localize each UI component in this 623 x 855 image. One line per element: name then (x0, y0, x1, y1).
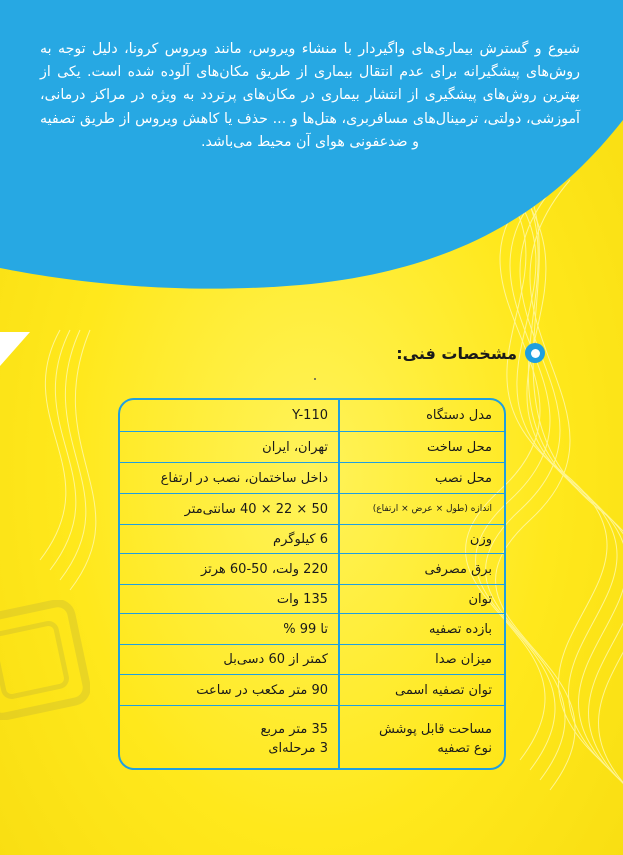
heading-bullet-icon (525, 343, 545, 363)
specs-section-heading (396, 343, 545, 363)
spec-label: محل ساخت (427, 439, 492, 455)
table-row (120, 705, 504, 770)
spec-value: تهران، ایران (120, 432, 340, 462)
spec-value: کمتر از 60 دسی‌بل (120, 645, 340, 674)
table-row (120, 524, 504, 553)
spec-label: بازده تصفیه (429, 621, 492, 637)
table-row (120, 462, 504, 493)
table-row (120, 493, 504, 524)
table-row (120, 431, 504, 462)
spec-table (118, 398, 506, 770)
spec-value: 50 × 22 × 40 سانتی‌متر (120, 494, 340, 524)
spec-value: داخل ساختمان، نصب در ارتفاع (120, 463, 340, 493)
table-row (120, 674, 504, 705)
table-row (120, 400, 504, 431)
spec-value-pair (120, 706, 340, 770)
spec-value: 220 ولت، 50-60 هرتز (120, 554, 340, 584)
spec-value: Y-110 (120, 400, 340, 431)
decorative-dot (314, 378, 316, 380)
corner-triangle-decoration (0, 332, 30, 366)
spec-value: 35 متر مربع (260, 722, 328, 737)
spec-label: مساحت قابل پوشش (378, 722, 492, 737)
table-row (120, 613, 504, 644)
spec-label: توان تصفیه اسمی (395, 682, 492, 698)
spec-label: نوع تصفیه (437, 741, 492, 756)
table-row (120, 584, 504, 613)
table-row (120, 553, 504, 584)
spec-value: 6 کیلوگرم (120, 525, 340, 553)
table-row (120, 644, 504, 674)
specs-heading-text: مشخصات فنی: (396, 343, 517, 363)
spec-label: توان (468, 591, 492, 607)
spec-label: اندازه (طول × عرض × ارتفاع) (372, 503, 492, 514)
spec-label-pair (340, 706, 504, 770)
stamp-watermark-graphic (0, 600, 90, 720)
spec-label: برق مصرفی (424, 561, 492, 577)
spec-value: تا 99 % (120, 614, 340, 644)
spec-label: میزان صدا (435, 652, 492, 667)
spec-value: 90 متر مکعب در ساعت (120, 675, 340, 705)
spec-label: محل نصب (435, 470, 492, 486)
intro-paragraph: شیوع و گسترش بیماری‌های واگیردار با منشاء ویروس، مانند ویروس کرونا، دلیل توجه به روش‌های پیشگیرانه برای عدم انتقال بیماری از طریق مکان‌های آلوده شده است. یکی از بهترین روش‌های پیشگیری از انتشار بیماری در مکان‌های پرتردد به ویژه در مراکز درمانی، آموزشی، دولتی، ترمینال‌های مسافربری، هتل‌ها و ... حذف یا کاهش ویروس از طریق تصفیه و ضدعفونی هوای آن محیط می‌باشد. (40, 41, 580, 150)
spec-label: وزن (469, 531, 492, 547)
spec-label: مدل دستگاه (426, 408, 492, 423)
spec-value: 135 وات (120, 585, 340, 613)
spec-value: 3 مرحله‌ای (268, 741, 328, 756)
